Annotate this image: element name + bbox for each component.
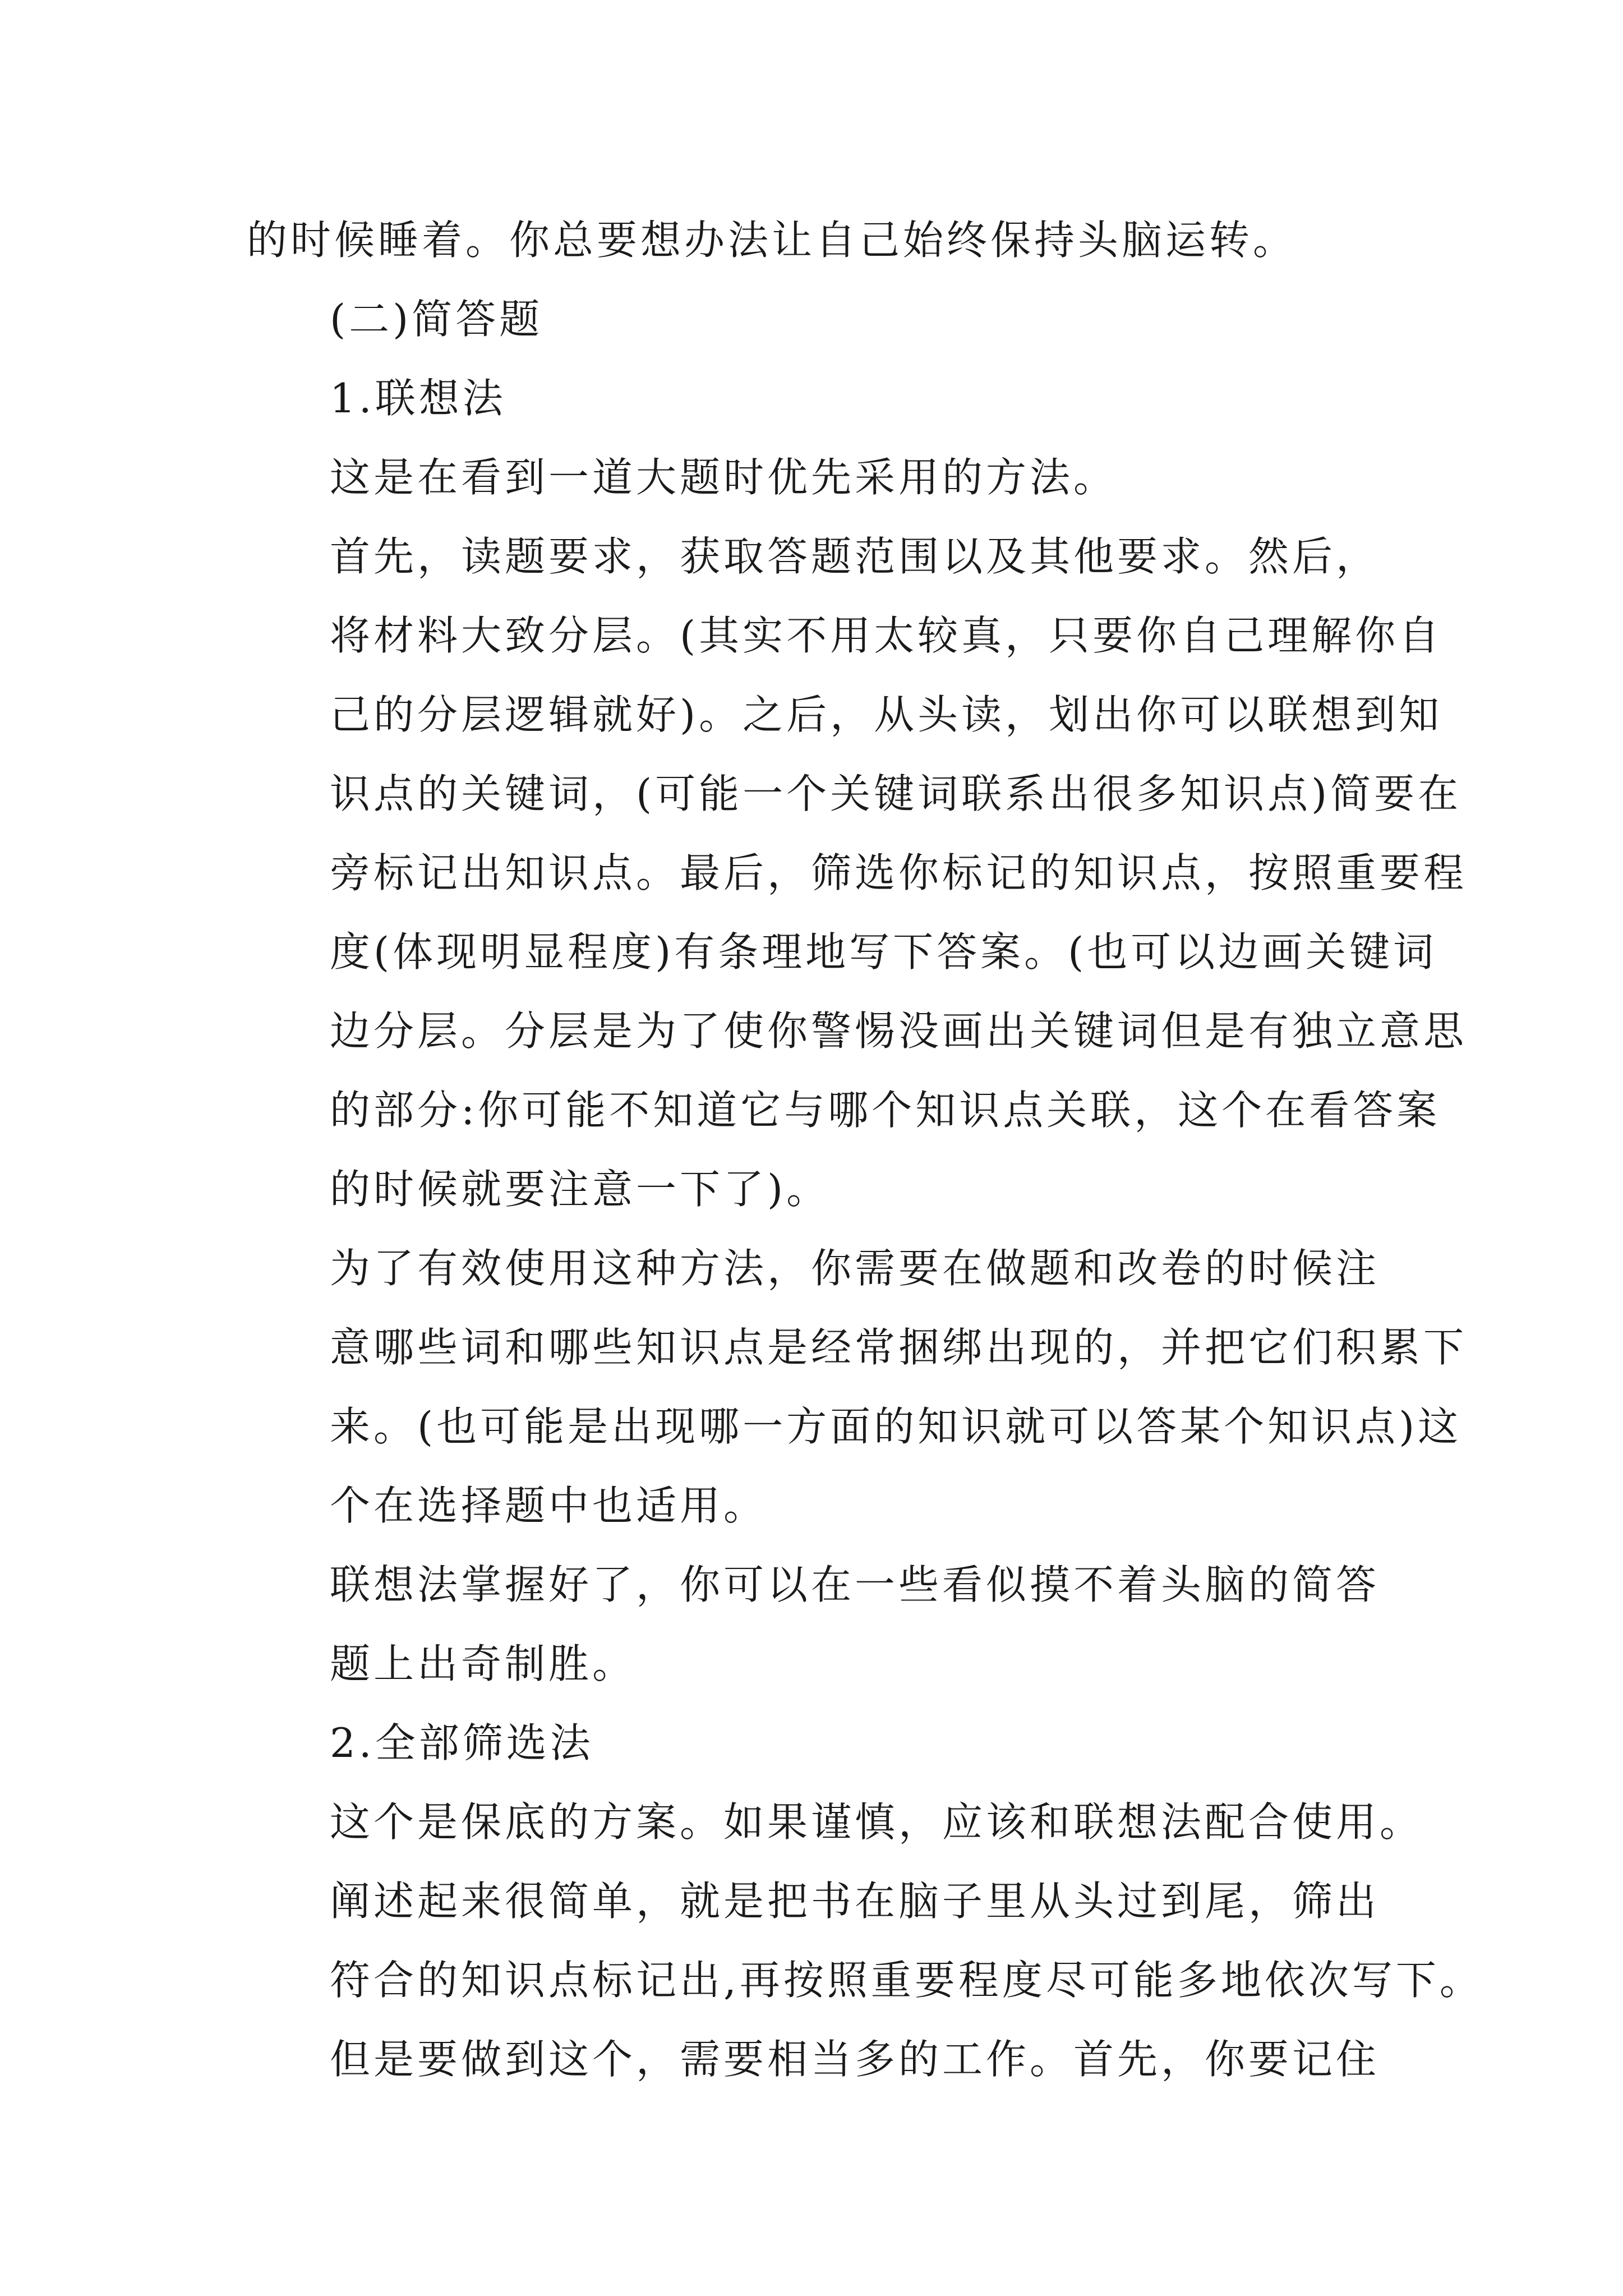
paragraph	[247, 1229, 1468, 1545]
paragraph	[247, 359, 1380, 438]
paragraph	[247, 2020, 1380, 2099]
paragraph	[247, 201, 1380, 280]
document-body	[247, 201, 1483, 2099]
text-line: 的时候就要注意一下了)。	[330, 1166, 831, 1213]
text-line: 将材料大致分层。(其实不用太较真，只要你自己理解你自	[330, 612, 1443, 659]
text-line: 的部分:你可能不知道它与哪个知识点关联，这个在看答案	[330, 1087, 1441, 1134]
text-line: 2.全部筛选法	[330, 1719, 594, 1766]
paragraph	[247, 280, 1380, 359]
paragraph	[247, 1783, 1424, 1862]
text-line: 这个是保底的方案。如果谨慎，应该和联想法配合使用。	[330, 1798, 1424, 1846]
text-line: 但是要做到这个，需要相当多的工作。首先，你要记住	[330, 2036, 1380, 2083]
paragraph	[247, 438, 1380, 517]
text-line: 1.联想法	[330, 375, 506, 422]
paragraph	[247, 517, 1468, 1229]
text-line: 首先，读题要求，获取答题范围以及其他要求。然后，	[330, 533, 1380, 580]
text-line: (二)简答题	[330, 296, 543, 343]
text-line: 度(体现明显程度)有条理地写下答案。(也可以边画关键词	[330, 928, 1437, 976]
paragraph	[247, 1862, 1483, 2020]
text-line: 旁标记出知识点。最后，筛选你标记的知识点，按照重要程	[330, 849, 1468, 896]
text-line: 的时候睡着。你总要想办法让自己始终保持头脑运转。	[247, 217, 1297, 264]
text-line: 阐述起来很简单，就是把书在脑子里从头过到尾，筛出	[330, 1878, 1380, 1925]
text-line: 为了有效使用这种方法，你需要在做题和改卷的时候注	[330, 1245, 1380, 1292]
text-line: 识点的关键词，(可能一个关键词联系出很多知识点)简要在	[330, 770, 1462, 817]
text-line: 符合的知识点标记出,再按照重要程度尽可能多地依次写下。	[330, 1957, 1483, 2004]
paragraph	[247, 1545, 1380, 1704]
text-line: 边分层。分层是为了使你警惕没画出关键词但是有独立意思	[330, 1007, 1468, 1055]
text-line: 联想法掌握好了，你可以在一些看似摸不着头脑的简答	[330, 1561, 1380, 1608]
text-line: 这是在看到一道大题时优先采用的方法。	[330, 454, 1118, 501]
text-line: 来。(也可能是出现哪一方面的知识就可以答某个知识点)这	[330, 1403, 1462, 1450]
text-line: 题上出奇制胜。	[330, 1640, 637, 1687]
text-line: 个在选择题中也适用。	[330, 1482, 768, 1529]
text-line: 己的分层逻辑就好)。之后，从头读，划出你可以联想到知	[330, 691, 1443, 738]
paragraph	[247, 1704, 1380, 1783]
text-line: 意哪些词和哪些知识点是经常捆绑出现的，并把它们积累下	[330, 1324, 1468, 1371]
